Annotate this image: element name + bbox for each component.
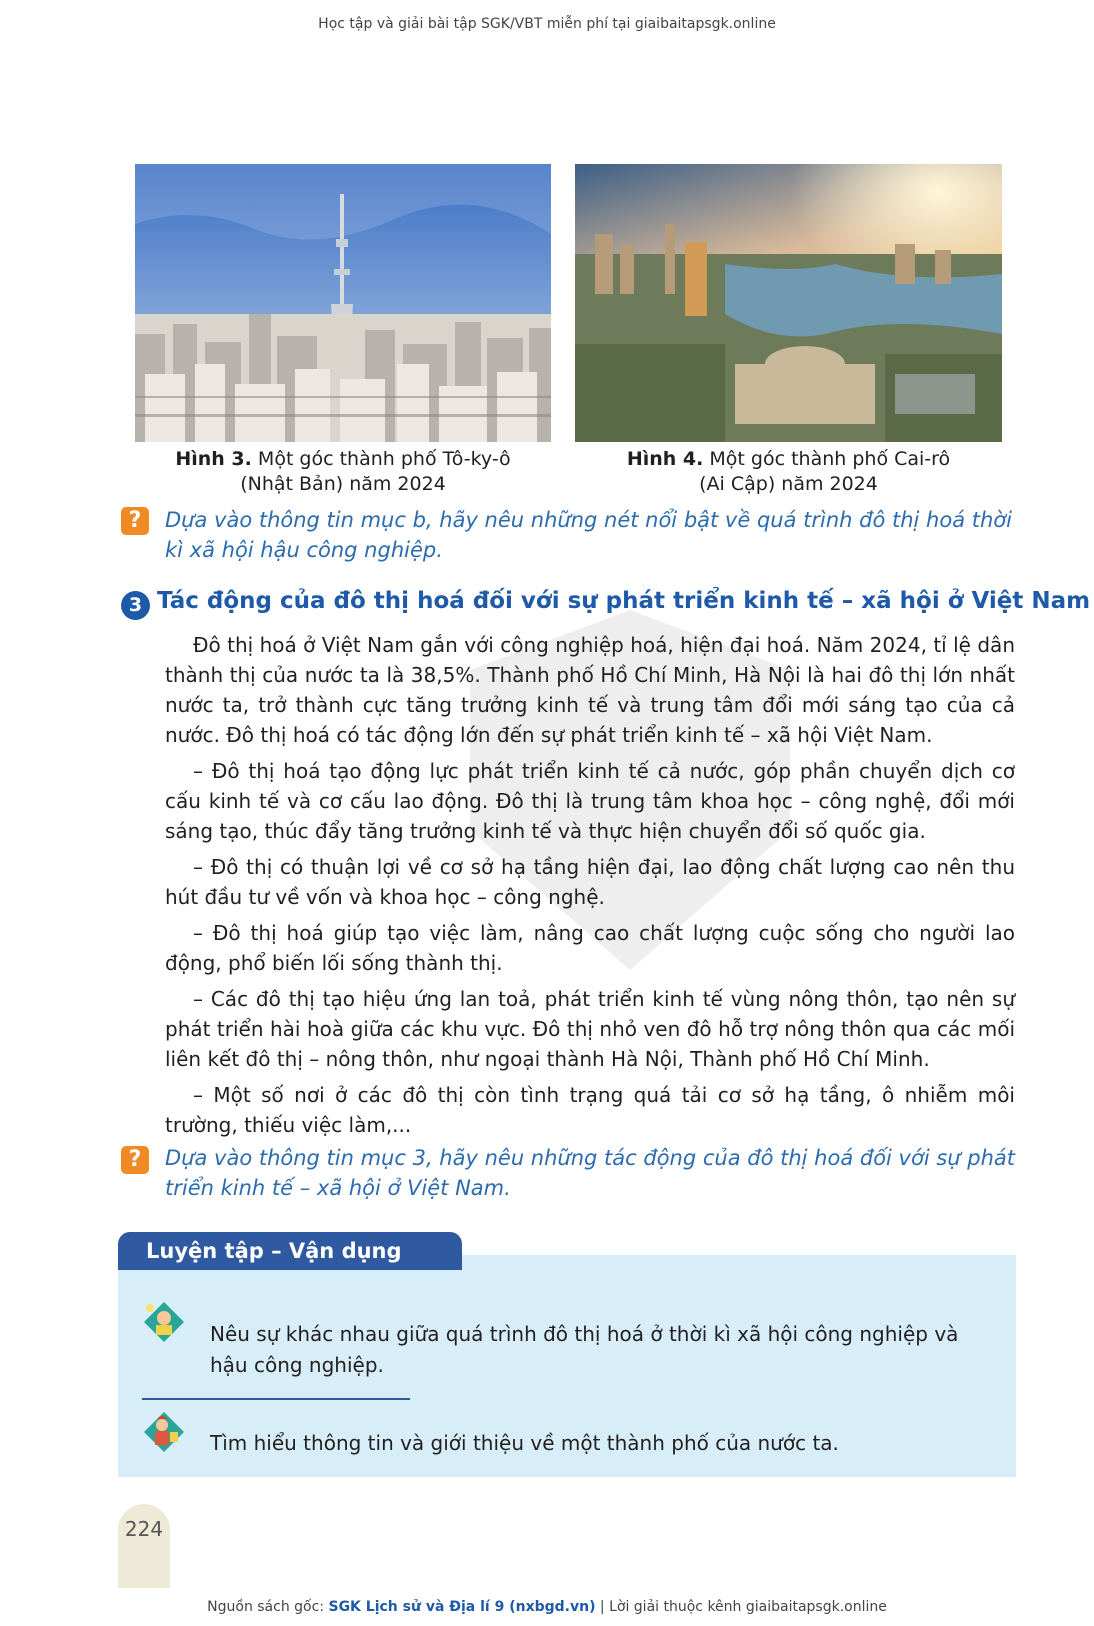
page-number: 224 bbox=[124, 1517, 164, 1541]
section-title: Tác động của đô thị hoá đối với sự phát triển kinh tế – xã hội ở Việt Nam bbox=[157, 588, 1091, 614]
question-icon: ? bbox=[121, 507, 149, 535]
footer-source-link[interactable]: SGK Lịch sử và Địa lí 9 (nxbgd.vn) bbox=[328, 1599, 596, 1615]
practice-title: Luyện tập – Vận dụng bbox=[118, 1232, 462, 1270]
paragraph-impact-2: – Đô thị có thuận lợi về cơ sở hạ tầng hiện đại, lao động chất lượng cao nên thu hút đầu tư về vốn và khoa học – công nghệ. bbox=[165, 855, 1015, 909]
footer bbox=[0, 1599, 1094, 1615]
tokyo-photo bbox=[135, 164, 551, 442]
paragraph-intro: Đô thị hoá ở Việt Nam gắn với công nghiệp hoá, hiện đại hoá. Năm 2024, tỉ lệ dân thành thị của nước ta là 38,5%. Thành phố Hồ Chí Minh, Hà Nội là hai đô thị lớn nhất nước ta, trở thành cực tăng trưởng kinh tế và trung tâm đổi mới sáng tạo của cả nước. Đô thị hoá có tác động lớn đến sự phát triển kinh tế – xã hội Việt Nam. bbox=[165, 633, 1015, 747]
paragraph-impact-1: – Đô thị hoá tạo động lực phát triển kinh tế cả nước, góp phần chuyển dịch cơ cấu kinh tế và cơ cấu lao động. Đô thị là trung tâm khoa học – công nghệ, đổi mới sáng tạo, thúc đẩy tăng trưởng kinh tế và thực hiện chuyển đổi số quốc gia. bbox=[165, 759, 1015, 843]
figure-3-caption-line2: (Nhật Bản) năm 2024 bbox=[240, 473, 446, 495]
section-number: 3 bbox=[121, 591, 150, 620]
question-icon: ? bbox=[121, 1146, 149, 1174]
paragraph-impact-4: – Các đô thị tạo hiệu ứng lan toả, phát triển kinh tế vùng nông thôn, tạo nên sự phát triển hài hoà giữa các khu vực. Đô thị nhỏ ven đô hỗ trợ nông thôn qua các mối liên kết đô thị – nông thôn, như ngoại thành Hà Nội, Thành phố Hồ Chí Minh. bbox=[165, 987, 1015, 1071]
figure-4-label: Hình 4. bbox=[626, 448, 704, 470]
figure-4-caption-line2: (Ai Cập) năm 2024 bbox=[699, 473, 878, 495]
paragraph-impact-3: – Đô thị hoá giúp tạo việc làm, nâng cao chất lượng cuộc sống cho người lao động, phổ biến lối sống thành thị. bbox=[165, 921, 1015, 975]
figure-4-caption-line1: Một góc thành phố Cai-rô bbox=[709, 448, 951, 470]
figure-3-label: Hình 3. bbox=[175, 448, 252, 470]
footer-suffix: | Lời giải thuộc kênh giaibaitapsgk.online bbox=[599, 1599, 887, 1615]
figure-4-caption bbox=[575, 447, 1002, 497]
footer-prefix: Nguồn sách gốc: bbox=[207, 1599, 325, 1615]
practice-divider bbox=[142, 1398, 410, 1400]
section-body bbox=[165, 630, 1015, 1146]
cairo-photo bbox=[575, 164, 1002, 442]
question-2: Dựa vào thông tin mục 3, hãy nêu những tác động của đô thị hoá đối với sự phát triển kinh tế – xã hội ở Việt Nam. bbox=[165, 1146, 1016, 1200]
question-1: Dựa vào thông tin mục b, hãy nêu những nét nổi bật về quá trình đô thị hoá thời kì xã hội hậu công nghiệp. bbox=[165, 508, 1012, 562]
paragraph-impact-5: – Một số nơi ở các đô thị còn tình trạng quá tải cơ sở hạ tầng, ô nhiễm môi trường, thiếu việc làm,... bbox=[165, 1083, 1015, 1137]
figure-3-caption-line1: Một góc thành phố Tô-ky-ô bbox=[257, 448, 511, 470]
student-presenting-icon bbox=[142, 1410, 186, 1454]
practice-task-1: Nêu sự khác nhau giữa quá trình đô thị hoá ở thời kì xã hội công nghiệp và hậu công nghiệp. bbox=[210, 1322, 959, 1377]
student-thinking-icon bbox=[142, 1300, 186, 1344]
figure-3-caption bbox=[135, 447, 551, 497]
practice-task-2: Tìm hiểu thông tin và giới thiệu về một thành phố của nước ta. bbox=[210, 1431, 839, 1455]
top-banner: Học tập và giải bài tập SGK/VBT miễn phí tại giaibaitapsgk.online bbox=[318, 16, 776, 32]
